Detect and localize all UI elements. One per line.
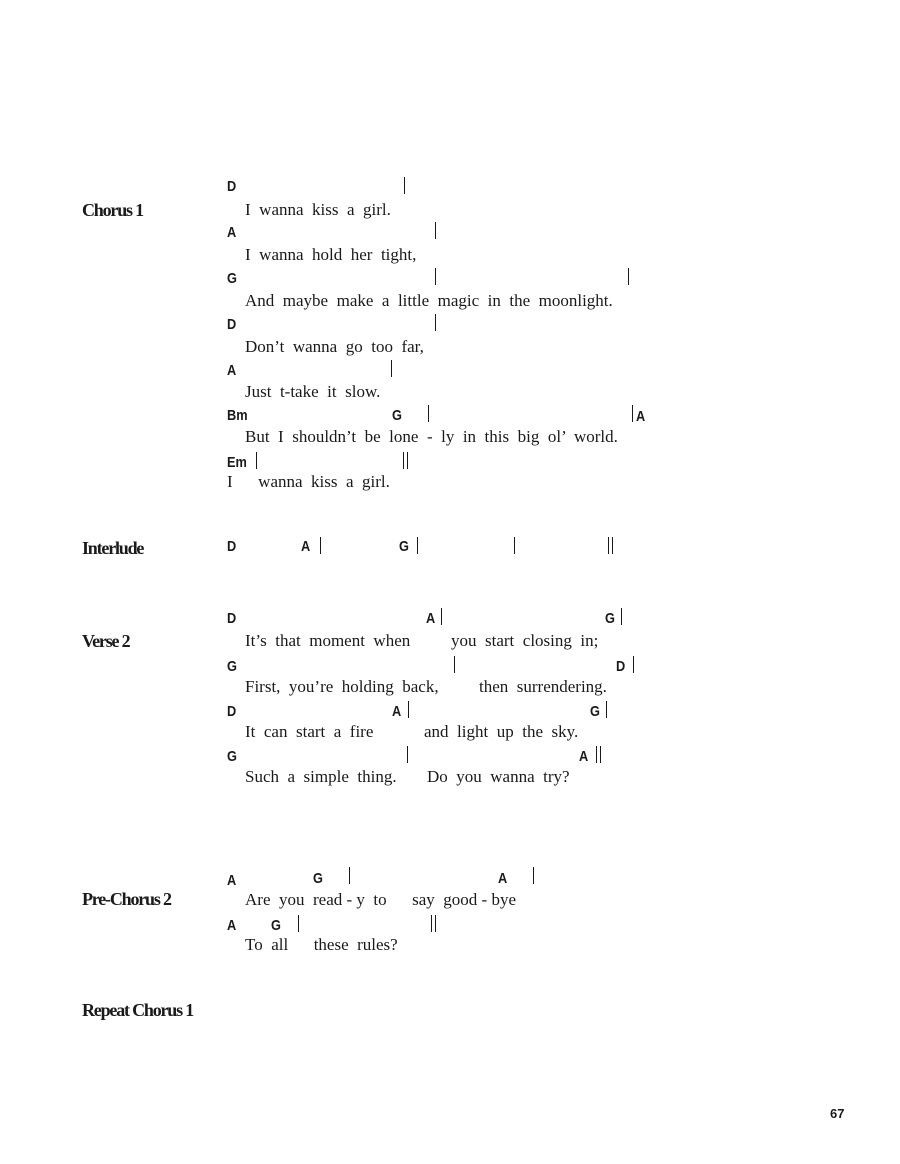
chord-symbol: A [227, 917, 237, 934]
lyric-line: then surrendering. [479, 677, 607, 696]
lyric-line: Don’t wanna go too far, [245, 337, 424, 356]
bar-line [596, 746, 597, 763]
chord-symbol: G [399, 538, 409, 555]
bar-line [632, 405, 633, 422]
chord-symbol: A [227, 224, 237, 241]
chord-symbol: G [605, 610, 615, 627]
chord-symbol: G [227, 748, 237, 765]
lyric-line: First, you’re holding back, [245, 677, 439, 696]
bar-line [408, 701, 409, 718]
chord-symbol: A [301, 538, 311, 555]
chord-symbol: G [590, 703, 600, 720]
lyric-line: To all these rules? [245, 935, 398, 954]
bar-line [431, 915, 432, 932]
bar-line [435, 915, 436, 932]
bar-line [441, 608, 442, 625]
section-label-pre-chorus-2: Pre-Chorus 2 [82, 889, 171, 909]
bar-line [428, 405, 429, 422]
bar-line [606, 701, 607, 718]
bar-line [435, 268, 436, 285]
bar-line [407, 452, 408, 469]
chord-symbol: D [227, 703, 237, 720]
bar-line [533, 867, 534, 884]
lyric-line: I wanna hold her tight, [245, 245, 417, 264]
bar-line [435, 314, 436, 331]
chord-symbol: Bm [227, 407, 248, 424]
lyric-line: Do you wanna try? [427, 767, 570, 786]
bar-line [600, 746, 601, 763]
chord-symbol: A [227, 872, 237, 889]
chord-symbol: A [579, 748, 589, 765]
page-number: 67 [830, 1106, 845, 1121]
section-label-interlude: Interlude [82, 538, 144, 558]
lyric-line: Such a simple thing. [245, 767, 397, 786]
bar-line [435, 222, 436, 239]
chord-symbol: A [426, 610, 436, 627]
lyric-line: I wanna kiss a girl. [245, 200, 391, 219]
bar-line [621, 608, 622, 625]
bar-line [298, 915, 299, 932]
chord-symbol: Em [227, 454, 247, 471]
bar-line [320, 537, 321, 554]
lyric-line: But I shouldn’t be lone - ly in this big ol’ world. [245, 427, 618, 446]
bar-line [628, 268, 629, 285]
chord-symbol: D [227, 538, 237, 555]
chord-symbol: G [227, 658, 237, 675]
bar-line [417, 537, 418, 554]
lyric-line: And maybe make a little magic in the moonlight. [245, 291, 613, 310]
bar-line [612, 537, 613, 554]
chord-symbol: G [271, 917, 281, 934]
bar-line [514, 537, 515, 554]
chord-symbol: G [313, 870, 323, 887]
lyric-line: It can start a fire [245, 722, 374, 741]
lyric-line: and light up the sky. [424, 722, 579, 741]
bar-line [391, 360, 392, 377]
chord-symbol: A [227, 362, 237, 379]
lyric-line: It’s that moment when [245, 631, 411, 650]
bar-line [404, 177, 405, 194]
lyric-line: Are you read - y to say good - bye [245, 890, 516, 909]
section-label-verse-2: Verse 2 [82, 631, 130, 651]
bar-line [454, 656, 455, 673]
bar-line [349, 867, 350, 884]
bar-line [403, 452, 404, 469]
chord-symbol: D [227, 178, 237, 195]
section-label-repeat-chorus-1: Repeat Chorus 1 [82, 1000, 193, 1020]
chord-symbol: G [392, 407, 402, 424]
bar-line [256, 452, 257, 469]
lyric-line: Just t-take it slow. [245, 382, 381, 401]
lyric-line: I wanna kiss a girl. [227, 472, 390, 491]
bar-line [633, 656, 634, 673]
lyric-line: you start closing in; [451, 631, 599, 650]
chord-symbol: D [227, 316, 237, 333]
bar-line [407, 746, 408, 763]
chord-symbol: G [227, 270, 237, 287]
bar-line [608, 537, 609, 554]
chord-symbol: D [227, 610, 237, 627]
chord-symbol: D [616, 658, 626, 675]
chord-symbol: A [498, 870, 508, 887]
chord-symbol: A [392, 703, 402, 720]
section-label-chorus-1: Chorus 1 [82, 200, 143, 220]
chord-symbol: A [636, 408, 646, 425]
